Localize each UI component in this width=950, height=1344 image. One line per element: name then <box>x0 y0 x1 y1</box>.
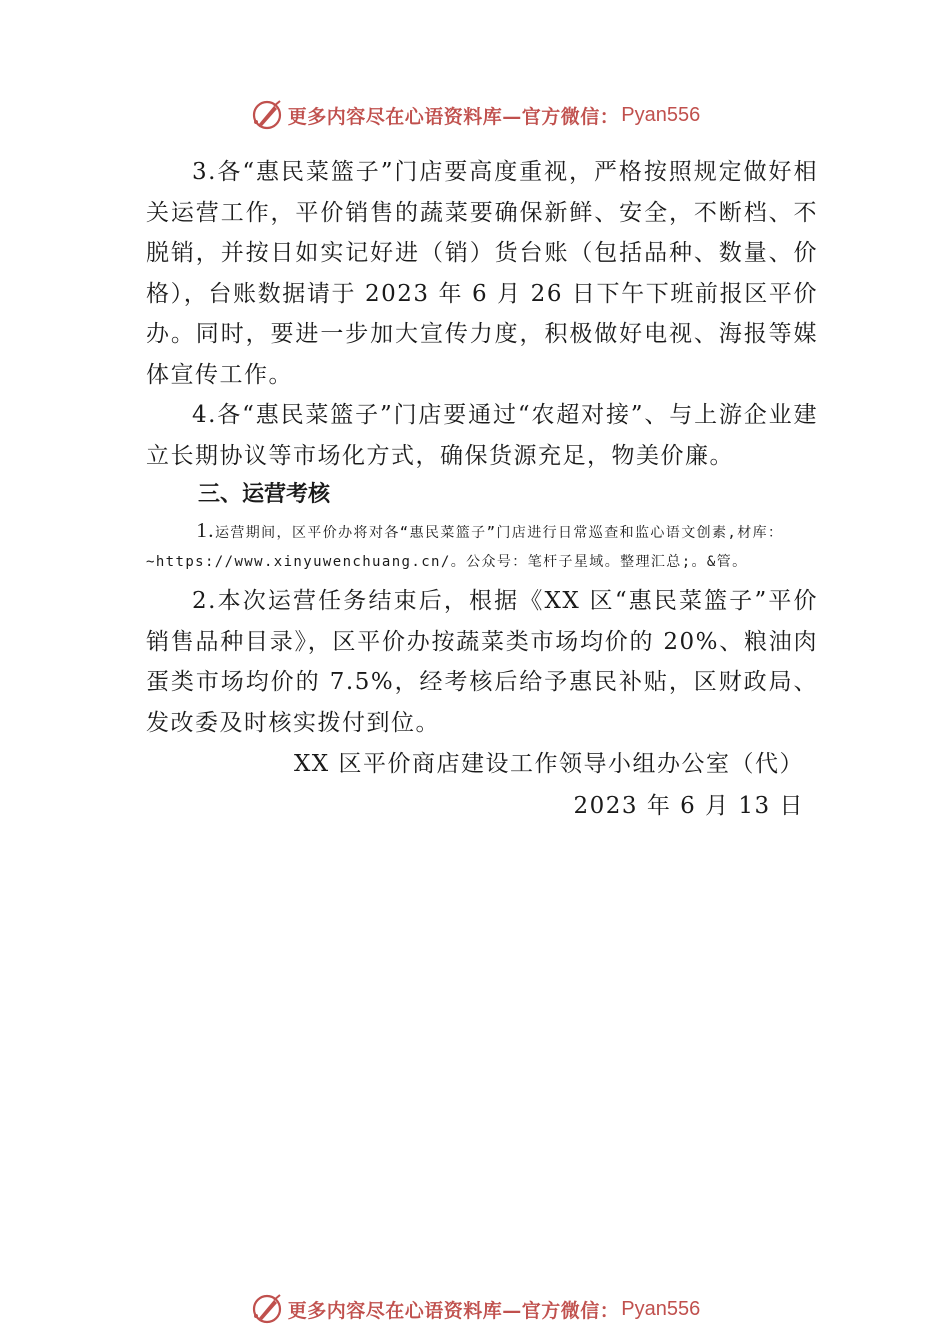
paragraph-item-4: 4.各“惠民菜篮子”门店要通过“农超对接”、与上游企业建立长期协议等市场化方式，确保货源充足，物美价廉。 <box>146 402 818 469</box>
item-number: 1. <box>196 518 215 542</box>
banner-text: 更多内容尽在心语资料库—官方微信： <box>287 105 620 128</box>
paragraph-assessment-2: 2.本次运营任务结束后，根据《XX 区“惠民菜篮子”平价销售品种目录》，区平价办按蔬菜类市场均价的 20%、粮油肉蛋类市场均价的 7.5%，经考核后给予惠民补贴，区财政局、发改委及时核实拨付到位。 <box>146 588 818 736</box>
section-heading-3: 三、运营考核 <box>198 482 331 507</box>
quill-pen-logo-icon <box>250 1292 284 1326</box>
document-body <box>146 152 818 827</box>
banner-wechat-id: Pyan556 <box>621 103 701 126</box>
paragraph-assessment-1 <box>146 516 818 577</box>
paragraph-item-3: 3.各“惠民菜篮子”门店要高度重视，严格按照规定做好相关运营工作，平价销售的蔬菜要确保新鲜、安全，不断档、不脱销，并按日如实记好进（销）货台账（包括品种、数量、价格），台账数据请于 2023 年 6 月 26 日下午下班前报区平价办。同时，要进一步加大宣传力度，积极做好电视、海报等媒体宣传工作。 <box>146 159 818 388</box>
document-date: 2023 年 6 月 13 日 <box>573 793 804 819</box>
banner-wechat-id: Pyan556 <box>621 1297 701 1320</box>
signature-line: XX 区平价商店建设工作领导小组办公室（代） <box>293 751 804 777</box>
header-banner <box>0 95 950 135</box>
banner-text: 更多内容尽在心语资料库—官方微信： <box>287 1299 620 1322</box>
footer-banner <box>0 1289 950 1329</box>
paragraph-assessment-1-text: 运营期间，区平价办将对各“惠民菜篮子”门店进行日常巡查和监心语文创素,材库：~https://www.xinyuwenchuang.cn/。公众号：笔杆子星域。整理汇总;。&管。 <box>146 525 784 570</box>
quill-pen-logo-icon <box>250 98 284 132</box>
